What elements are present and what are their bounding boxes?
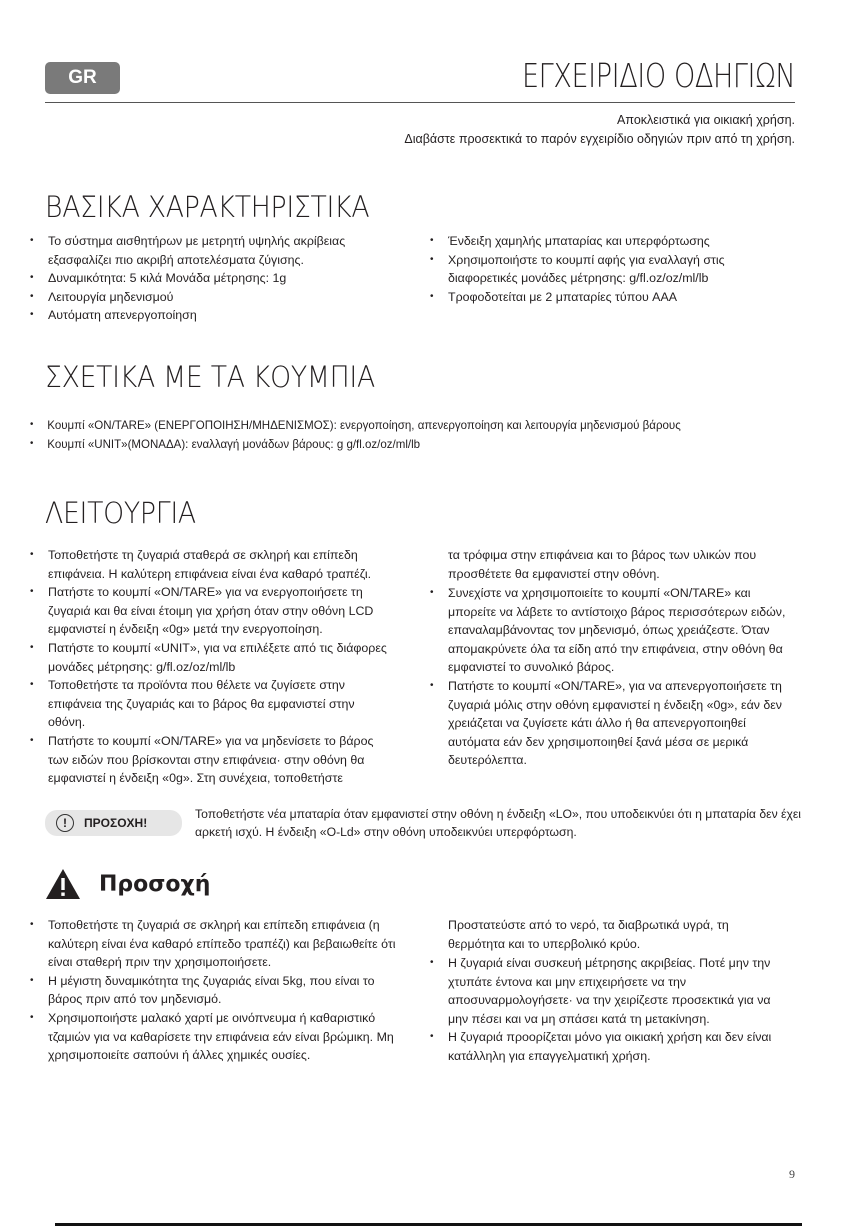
features-heading: ΒΑΣΙΚΑ ΧΑΡΑΚΤΗΡΙΣΤΙΚΑ	[45, 190, 370, 224]
page-number: 9	[789, 1167, 795, 1181]
list-item: • Πατήστε το κουμπί «ON/TARE» για να ενεργοποιήσετε τη ζυγαριά και θα είναι έτοιμη για χρήση όταν στην οθόνη LCD εμφανιστεί η ένδειξη «0g» μετά την ενεργοποίηση.	[30, 583, 390, 639]
list-item: • Κουμπί «ON/TARE» (ΕΝΕΡΓΟΠΟΙΗΣΗ/ΜΗΔΕΝΙΣΜΟΣ): ενεργοποίηση, απενεργοποίηση και λειτουργία μηδενισμού βάρους	[30, 416, 817, 435]
list-item: • Τροφοδοτείται με 2 μπαταρίες τύπου AAA	[430, 288, 770, 307]
list-item: • Τοποθετήστε τη ζυγαριά σε σκληρή και επίπεδη επιφάνεια (η καλύτερη είναι ένα καθαρό επίπεδο τραπέζι) και βεβαιωθείτε ότι είναι σταθερή πριν την χρησιμοποιήσετε.	[30, 916, 400, 972]
list-item: • Αυτόματη απενεργοποίηση	[30, 306, 400, 325]
list-item: • Δυναμικότητα: 5 κιλά Μονάδα μέτρησης: 1g	[30, 269, 400, 288]
list-item: • Χρησιμοποιήστε μαλακό χαρτί με οινόπνευμα ή καθαριστικό τζαμιών για να καθαρίσετε την επιφάνεια εάν είναι βρώμικη. Μη χρησιμοποιείτε σαπούνι ή άλλες χημικές ουσίες.	[30, 1009, 400, 1065]
list-item: • Συνεχίστε να χρησιμοποιείτε το κουμπί «ON/TARE» και μπορείτε να λάβετε το αντίστοιχο βάρος περισσότερων ειδών, επαναλαμβάνοντας τον μηδενισμό, όπως χρειάζεστε. Όταν απομακρύνετε όλα τα είδη από την επιφάνεια, στην οθόνη θα εμφανιστεί το συνολικό βάρος.	[430, 584, 798, 677]
list-item: • Η ζυγαριά είναι συσκευή μέτρησης ακριβείας. Ποτέ μην την χτυπάτε έντονα και μην επιχειρήσετε να την αποσυναρμολογήσετε· να την χειρίζεστε προσεκτικά για να μην πέσει και να μη σπάσει κατά τη μετακίνηση.	[430, 954, 790, 1028]
warning-triangle-icon	[45, 868, 81, 900]
subtitle-read-manual: Διαβάστε προσεκτικά το παρόν εγχειρίδιο οδηγιών πριν από τη χρήση.	[404, 132, 795, 146]
language-badge: GR	[45, 62, 120, 94]
operation-right-list	[430, 584, 798, 770]
caution-heading: Προσοχή	[99, 871, 211, 897]
list-item: • Τοποθετήστε τα προϊόντα που θέλετε να ζυγίσετε στην επιφάνεια της ζυγαριάς και το βάρος θα εμφανιστεί στην οθόνη.	[30, 676, 390, 732]
caution-left-list	[30, 916, 400, 1065]
operation-heading: ΛΕΙΤΟΥΡΓΙΑ	[45, 496, 196, 530]
list-item: • Ένδειξη χαμηλής μπαταρίας και υπερφόρτωσης	[430, 232, 770, 251]
list-item: • Λειτουργία μηδενισμού	[30, 288, 400, 307]
operation-left-list	[30, 546, 390, 788]
list-item: • Πατήστε το κουμπί «ON/TARE», για να απενεργοποιήσετε τη ζυγαριά μόλις στην οθόνη εμφανιστεί η ένδειξη «0g», εάν δεν χρειάζεται να ζυγίσετε κάτι άλλο ή θα απενεργοποιηθεί αυτόματα εάν δεν χρησιμοποιηθεί ξανά μέσα σε μερικά δευτερόλεπτα.	[430, 677, 798, 770]
exclamation-circle-icon: !	[56, 814, 74, 832]
list-item: • Το σύστημα αισθητήρων με μετρητή υψηλής ακρίβειας εξασφαλίζει πιο ακριβή αποτελέσματα ζύγισης.	[30, 232, 400, 269]
list-item: • Κουμπί «UNIT»(ΜΟΝΑΔΑ): εναλλαγή μονάδων βάρους: g g/fl.oz/oz/ml/lb	[30, 435, 817, 454]
features-right-list	[430, 232, 770, 306]
list-item: • Η ζυγαριά προορίζεται μόνο για οικιακή χρήση και δεν είναι κατάλληλη για επαγγελματική χρήση.	[430, 1028, 790, 1065]
caution-header	[45, 868, 210, 900]
list-item: • Τοποθετήστε τη ζυγαριά σταθερά σε σκληρή και επίπεδη επιφάνεια. Η καλύτερη επιφάνεια είναι ένα καθαρό τραπέζι.	[30, 546, 390, 583]
notice-badge	[45, 810, 182, 836]
list-item: • Χρησιμοποιήστε το κουμπί αφής για εναλλαγή στις διαφορετικές μονάδες μέτρησης: g/fl.oz/oz/ml/lb	[430, 251, 770, 288]
buttons-list	[30, 416, 850, 453]
title-divider	[45, 102, 795, 103]
operation-continuation: τα τρόφιμα στην επιφάνεια και το βάρος των υλικών που προσθέτετε θα εμφανιστεί στην οθόνη.	[448, 548, 757, 581]
caution-continuation: Προστατεύστε από το νερό, τα διαβρωτικά υγρά, τη θερμότητα και το υπερβολικό κρύο.	[448, 918, 729, 951]
features-left-list	[30, 232, 400, 325]
subtitle-home-use: Αποκλειστικά για οικιακή χρήση.	[617, 113, 795, 127]
notice-label: ΠΡΟΣΟΧΗ!	[84, 816, 148, 830]
notice-text: Τοποθετήστε νέα μπαταρία όταν εμφανιστεί στην οθόνη η ένδειξη «LO», που υποδεικνύει ότι η μπαταρία δεν έχει αρκετή ισχύ. Η ένδειξη «O-Ld» στην οθόνη υποδεικνύει υπερφόρτωση.	[195, 807, 802, 839]
list-item: • Πατήστε το κουμπί «ON/TARE» για να μηδενίσετε το βάρος των ειδών που βρίσκονται στην επιφάνεια· στην οθόνη θα εμφανιστεί η ένδειξη «0g». Στη συνέχεια, τοποθετήστε	[30, 732, 390, 788]
list-item: • Η μέγιστη δυναμικότητα της ζυγαριάς είναι 5kg, που είναι το βάρος πριν από τον μηδενισμό.	[30, 972, 400, 1009]
document-title: ΕΓΧΕΙΡΙΔΙΟ ΟΔΗΓΙΩΝ	[521, 56, 795, 95]
buttons-heading: ΣΧΕΤΙΚΑ ΜΕ ΤΑ ΚΟΥΜΠΙΑ	[45, 360, 375, 394]
caution-right-list	[430, 954, 790, 1066]
list-item: • Πατήστε το κουμπί «UNIT», για να επιλέξετε από τις διάφορες μονάδες μέτρησης: g/fl.oz/oz/ml/lb	[30, 639, 390, 676]
